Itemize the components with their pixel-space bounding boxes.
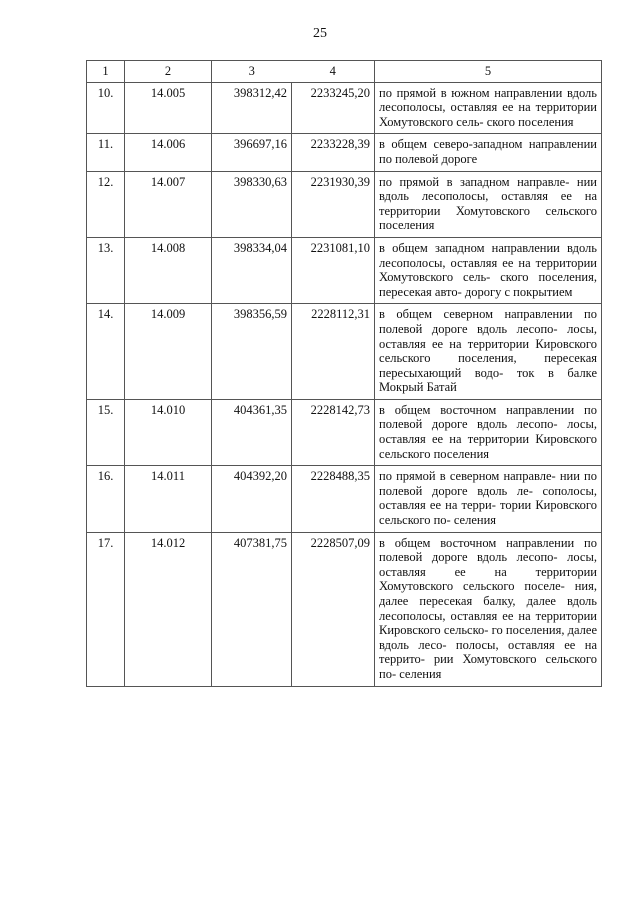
coord-x: 396697,16 (212, 134, 292, 171)
coord-y: 2233245,20 (292, 82, 375, 134)
table-row (87, 134, 602, 171)
row-number: 16. (87, 466, 125, 532)
segment-description: по прямой в северном направле- нии по полевой дороге вдоль ле- сополосы, оставляя ее на терри- тории Кировского сельского по- селения (375, 466, 602, 532)
boundary-table (86, 60, 602, 687)
coord-y: 2228142,73 (292, 399, 375, 465)
row-number: 12. (87, 171, 125, 237)
table-row (87, 304, 602, 400)
row-number: 17. (87, 532, 125, 686)
segment-description: в общем восточном направлении по полевой дороге вдоль лесопо- лосы, оставляя ее на территории Хомутовского сельского поселе- ния, далее пересекая балку, далее вдоль лесополосы, оставляя ее на территории Кировского сельско- го поселения, далее вдоль лесо- полосы, оставляя ее на террито- рии Хомутовского сельского по- селения (375, 532, 602, 686)
segment-description: в общем северо-западном направлении по полевой дороге (375, 134, 602, 171)
coord-x: 398330,63 (212, 171, 292, 237)
coord-x: 407381,75 (212, 532, 292, 686)
coord-x: 404361,35 (212, 399, 292, 465)
point-code: 14.006 (125, 134, 212, 171)
coord-x: 398334,04 (212, 237, 292, 303)
point-code: 14.010 (125, 399, 212, 465)
header-col-1: 1 (87, 61, 125, 83)
coord-x: 398356,59 (212, 304, 292, 400)
header-col-5: 5 (375, 61, 602, 83)
coord-x: 398312,42 (212, 82, 292, 134)
page-number: 25 (313, 26, 327, 41)
header-col-2: 2 (125, 61, 212, 83)
row-number: 15. (87, 399, 125, 465)
point-code: 14.011 (125, 466, 212, 532)
point-code: 14.007 (125, 171, 212, 237)
header-col-4: 4 (292, 61, 375, 83)
coord-y: 2228488,35 (292, 466, 375, 532)
segment-description: в общем северном направлении по полевой дороге вдоль лесопо- лосы, оставляя ее на территории Кировского сельского поселения, пересекая пересыхающий водо- ток в балке Мокрый Батай (375, 304, 602, 400)
point-code: 14.008 (125, 237, 212, 303)
coord-y: 2231930,39 (292, 171, 375, 237)
table-row (87, 532, 602, 686)
point-code: 14.009 (125, 304, 212, 400)
point-code: 14.012 (125, 532, 212, 686)
coord-y: 2228507,09 (292, 532, 375, 686)
row-number: 10. (87, 82, 125, 134)
table-header-row (87, 61, 602, 83)
segment-description: в общем западном направлении вдоль лесополосы, оставляя ее на территории Хомутовского сель- ского поселения, пересекая авто- дорогу с покрытием (375, 237, 602, 303)
table-row (87, 399, 602, 465)
segment-description: по прямой в западном направле- нии вдоль лесополосы, оставляя ее на территории Хомутовского сельского поселения (375, 171, 602, 237)
point-code: 14.005 (125, 82, 212, 134)
coord-x: 404392,20 (212, 466, 292, 532)
table-row (87, 466, 602, 532)
row-number: 11. (87, 134, 125, 171)
table-row (87, 171, 602, 237)
header-col-3: 3 (212, 61, 292, 83)
table-row (87, 82, 602, 134)
segment-description: в общем восточном направлении по полевой дороге вдоль лесопо- лосы, оставляя ее на территории Кировского сельского поселения (375, 399, 602, 465)
row-number: 14. (87, 304, 125, 400)
table-row (87, 237, 602, 303)
segment-description: по прямой в южном направлении вдоль лесополосы, оставляя ее на территории Хомутовского сель- ского поселения (375, 82, 602, 134)
coord-y: 2233228,39 (292, 134, 375, 171)
coord-y: 2228112,31 (292, 304, 375, 400)
coord-y: 2231081,10 (292, 237, 375, 303)
row-number: 13. (87, 237, 125, 303)
